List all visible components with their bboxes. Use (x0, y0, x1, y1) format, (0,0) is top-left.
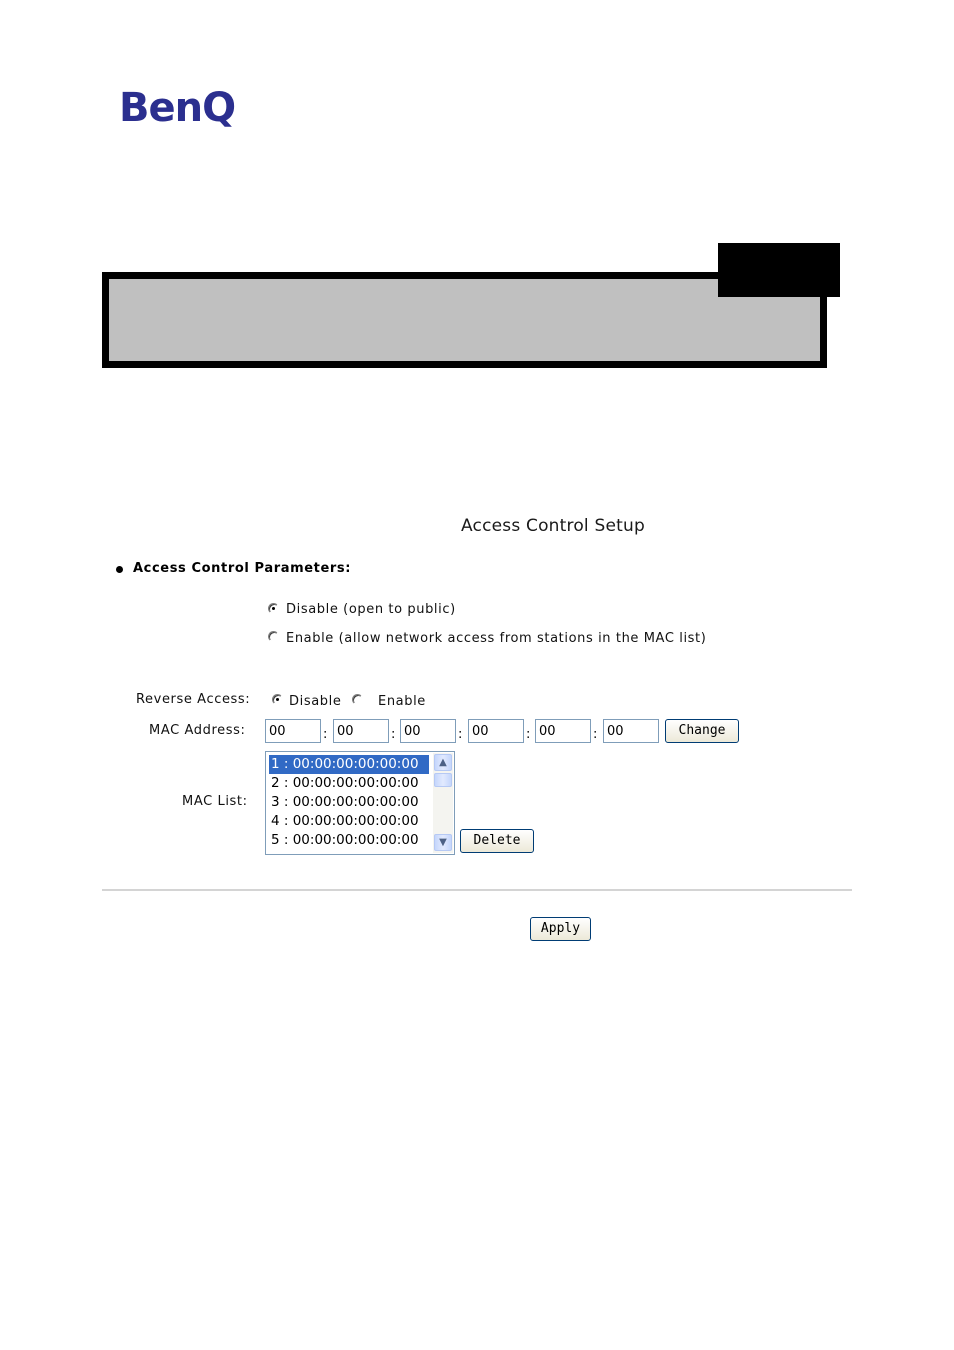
chevron-down-icon[interactable]: ▼ (434, 834, 452, 851)
mac-separator: : (593, 727, 598, 742)
mac-separator: : (391, 727, 396, 742)
scroll-thumb[interactable] (434, 773, 452, 787)
mac-list-scrollbar[interactable] (433, 753, 453, 853)
header-tab-block (718, 243, 840, 297)
reverse-enable-label: Enable (378, 694, 426, 709)
page-title: Access Control Setup (461, 516, 645, 536)
chevron-up-icon[interactable]: ▲ (434, 754, 452, 771)
access-enable-radio[interactable] (268, 631, 279, 642)
divider (102, 889, 852, 891)
list-item[interactable]: 4 : 00:00:00:00:00:00 (271, 813, 419, 829)
apply-button[interactable]: Apply (530, 917, 591, 941)
reverse-disable-radio[interactable] (272, 694, 283, 705)
mac-octet-4-input[interactable] (468, 719, 524, 743)
access-enable-label: Enable (allow network access from stations in the MAC list) (286, 631, 707, 646)
reverse-disable-label: Disable (289, 694, 342, 709)
bullet-icon (116, 566, 123, 573)
mac-octet-1-input[interactable] (265, 719, 321, 743)
mac-list-label: MAC List: (182, 794, 248, 809)
delete-button[interactable]: Delete (460, 829, 534, 853)
list-item[interactable]: 1 : 00:00:00:00:00:00 (269, 755, 429, 774)
benq-logo (118, 84, 258, 134)
access-disable-label: Disable (open to public) (286, 602, 456, 617)
mac-separator: : (458, 727, 463, 742)
mac-separator: : (526, 727, 531, 742)
mac-octet-3-input[interactable] (400, 719, 456, 743)
mac-octet-5-input[interactable] (535, 719, 591, 743)
list-item[interactable]: 5 : 00:00:00:00:00:00 (271, 832, 419, 848)
mac-separator: : (323, 727, 328, 742)
mac-octet-2-input[interactable] (333, 719, 389, 743)
mac-octet-6-input[interactable] (603, 719, 659, 743)
reverse-access-label: Reverse Access: (136, 692, 251, 707)
section-heading: Access Control Parameters: (133, 561, 352, 576)
change-button[interactable]: Change (665, 719, 739, 743)
list-item[interactable]: 2 : 00:00:00:00:00:00 (271, 775, 419, 791)
mac-list-box[interactable] (265, 751, 455, 855)
list-item[interactable]: 3 : 00:00:00:00:00:00 (271, 794, 419, 810)
mac-address-label: MAC Address: (149, 723, 246, 738)
svg-text:BenQ: BenQ (119, 85, 236, 131)
access-disable-radio[interactable] (268, 603, 279, 614)
reverse-enable-radio[interactable] (352, 694, 363, 705)
